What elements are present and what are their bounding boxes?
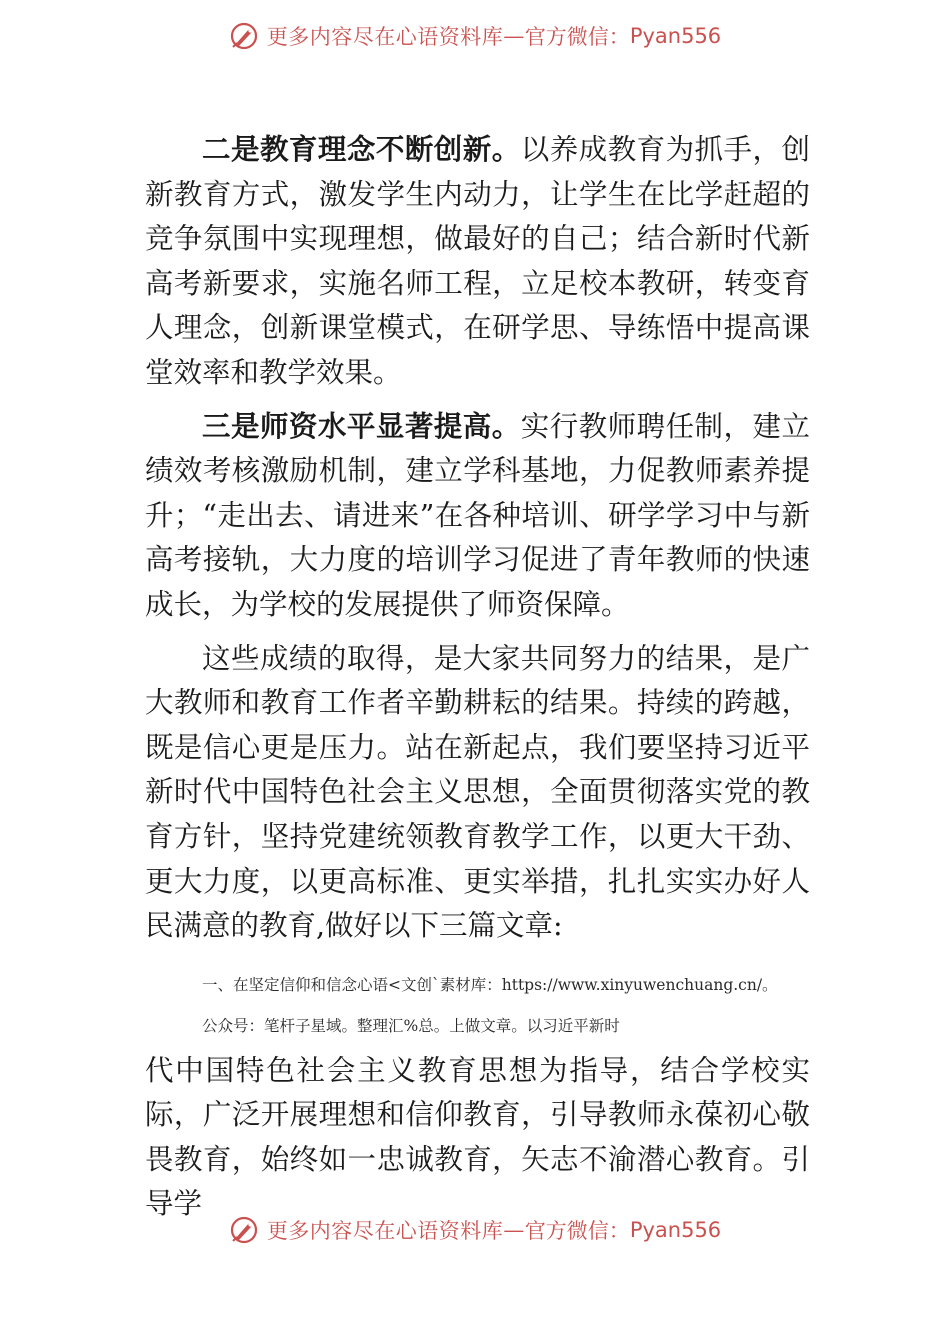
banner-wechat-id: Pyan556 <box>629 24 722 48</box>
banner-wechat-label: 官方微信： <box>524 1219 630 1243</box>
small-note-line: 公众号：笔杆子星域。整理汇%总。上做文章。以习近平新时 <box>202 1016 620 1035</box>
banner-dash: — <box>503 24 525 48</box>
paragraph-lead: 二是教育理念不断创新。 <box>202 133 521 166</box>
paragraph-text: 这些成绩的取得，是大家共同努力的结果，是广大教师和教育工作者辛勤耕耘的结果。持续的跨越，既是信心更是压力。站在新起点，我们要坚持习近平新时代中国特色社会主义思想，全面贯彻落实党的教育方针，坚持党建统领教育教学工作，以更大干劲、更大力度，以更高标准、更实举措，扎扎实实办好人民满意的教育,做好以下三篇文章: <box>145 641 810 943</box>
paragraph-teacher-quality <box>145 405 810 628</box>
pen-nib-logo-icon <box>229 21 259 51</box>
header-banner <box>0 16 950 56</box>
paragraph-text: 实行教师聘任制，建立绩效考核激励机制，建立学科基地，力促教师素养提升；“走出去、请进来”在各种培训、研学学习中与新高考接轨，大力度的培训学习促进了青年教师的快速成长，为学校的发展提供了师资保障。 <box>145 409 810 621</box>
banner-wechat-label: 官方微信： <box>524 25 630 49</box>
paragraph-continuation: 代中国特色社会主义教育思想为指导，结合学校实际，广泛开展理想和信仰教育，引导教师永葆初心敬畏教育，始终如一忠诚教育，矢志不渝潜心教育。引导学 <box>145 1053 810 1221</box>
pen-nib-logo-icon <box>229 1215 259 1245</box>
banner-dash: — <box>503 1218 525 1242</box>
paragraph-lead: 三是师资水平显著提高。 <box>202 409 521 443</box>
footer-banner <box>0 1210 950 1250</box>
banner-text: 更多内容尽在心语资料库 <box>266 25 504 49</box>
document-body <box>145 128 810 1227</box>
banner-wechat-id: Pyan556 <box>629 1218 722 1242</box>
paragraph-text: 以养成教育为抓手，创新教育方式，激发学生内动力，让学生在比学赶超的竞争氛围中实现理想，做最好的自己；结合新时代新高考新要求，实施名师工程，立足校本教研，转变育人理念，创新课堂模式，在研学思、导练悟中提高课堂效率和教学效果。 <box>145 133 810 389</box>
banner-text: 更多内容尽在心语资料库 <box>266 1219 504 1243</box>
small-note-line: 一、在坚定信仰和信念心语<文创`素材库：https://www.xinyuwenchuang.cn/。 <box>202 975 778 994</box>
paragraph-education-concept <box>145 128 810 396</box>
paragraph-achievements <box>145 637 810 949</box>
